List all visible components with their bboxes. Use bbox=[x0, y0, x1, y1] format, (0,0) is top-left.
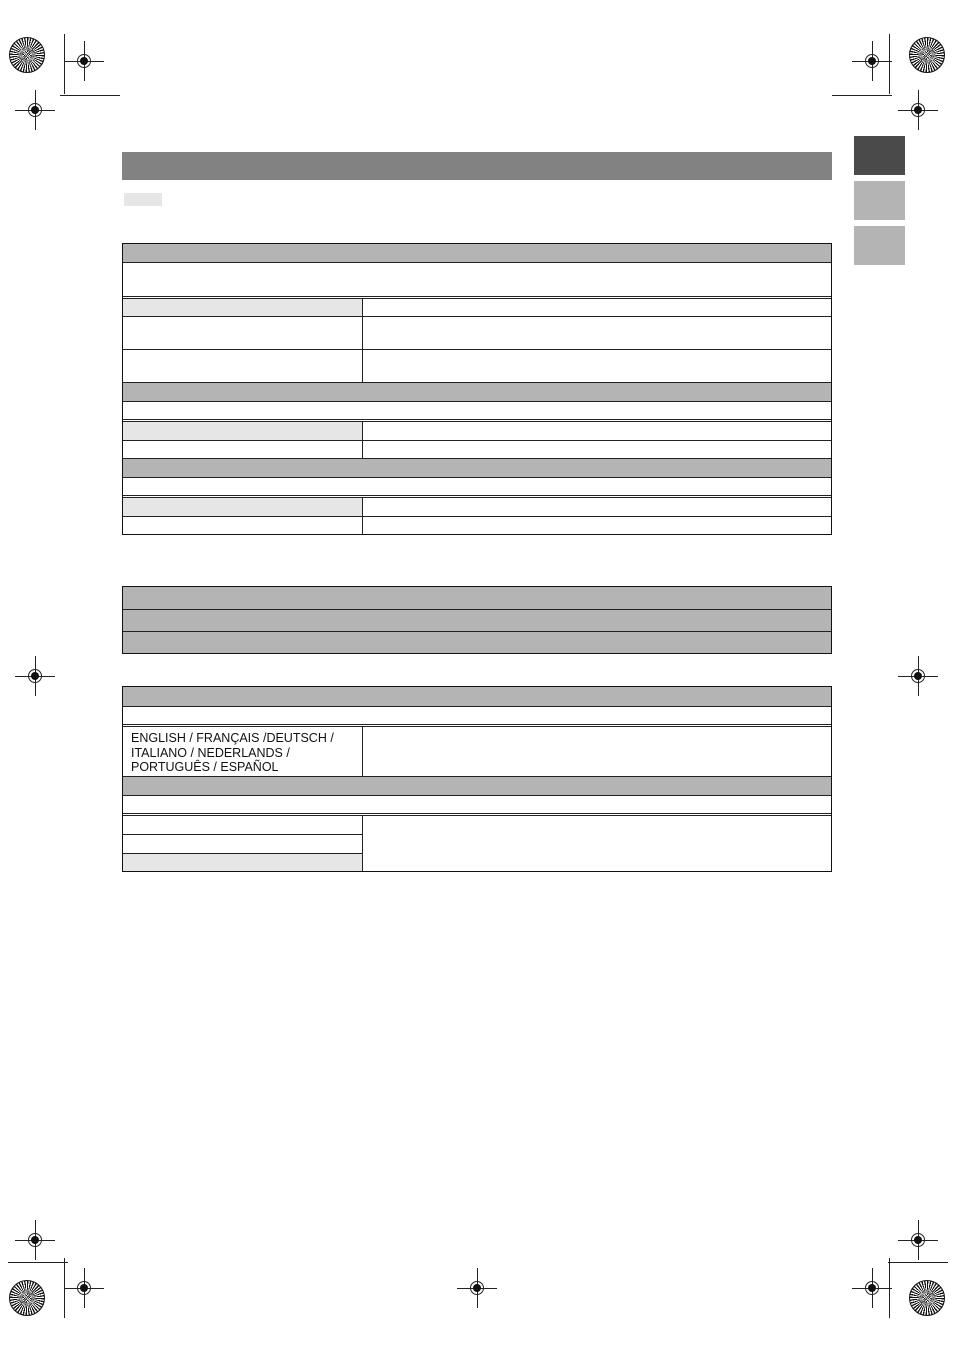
table-description-row bbox=[123, 262, 831, 296]
language-options: ENGLISH / FRANÇAIS /DEUTSCH / ITALIANO / NEDERLANDS / PORTUGUÊS / ESPAÑOL bbox=[131, 731, 334, 774]
crop-mark-line bbox=[60, 95, 120, 96]
table-header-row bbox=[123, 458, 831, 477]
table-row bbox=[123, 419, 831, 440]
table-row bbox=[123, 813, 831, 871]
crop-mark-line bbox=[889, 34, 890, 94]
crop-mark-line bbox=[64, 1258, 65, 1318]
table-row bbox=[123, 296, 831, 316]
table-header-row bbox=[123, 587, 831, 609]
registration-wheel-top-left bbox=[9, 37, 45, 73]
option-cell bbox=[123, 835, 362, 854]
table-header-row bbox=[123, 244, 831, 262]
side-tab-active[interactable] bbox=[854, 136, 905, 175]
registration-wheel-bottom-right bbox=[909, 1280, 945, 1316]
option-cell-selected bbox=[123, 854, 362, 871]
crop-mark-line bbox=[888, 1262, 948, 1263]
table-row bbox=[123, 495, 831, 516]
settings-table-2 bbox=[122, 586, 832, 654]
table-row bbox=[123, 349, 831, 382]
side-tab[interactable] bbox=[854, 226, 905, 265]
language-table bbox=[122, 686, 832, 872]
crop-mark-line bbox=[8, 1262, 68, 1263]
table-row bbox=[123, 724, 831, 776]
registration-wheel-top-right bbox=[909, 37, 945, 73]
table-row bbox=[123, 440, 831, 458]
table-description-row bbox=[123, 706, 831, 724]
table-row bbox=[123, 316, 831, 349]
registration-wheel-bottom-left bbox=[9, 1280, 45, 1316]
option-cell bbox=[123, 816, 362, 835]
table-header-row bbox=[123, 631, 831, 653]
section-title-bar bbox=[122, 152, 832, 180]
table-description-row bbox=[123, 401, 831, 419]
table-header-row bbox=[123, 687, 831, 706]
crop-mark-line bbox=[889, 1258, 890, 1318]
section-badge bbox=[124, 193, 162, 206]
table-header-row bbox=[123, 776, 831, 795]
crop-mark-line bbox=[64, 34, 65, 94]
table-header-row bbox=[123, 382, 831, 401]
table-description-row bbox=[123, 477, 831, 495]
table-header-row bbox=[123, 609, 831, 631]
crop-mark-line bbox=[832, 95, 892, 96]
side-tab[interactable] bbox=[854, 181, 905, 220]
table-row bbox=[123, 516, 831, 534]
settings-table-1 bbox=[122, 243, 832, 535]
table-description-row bbox=[123, 795, 831, 813]
